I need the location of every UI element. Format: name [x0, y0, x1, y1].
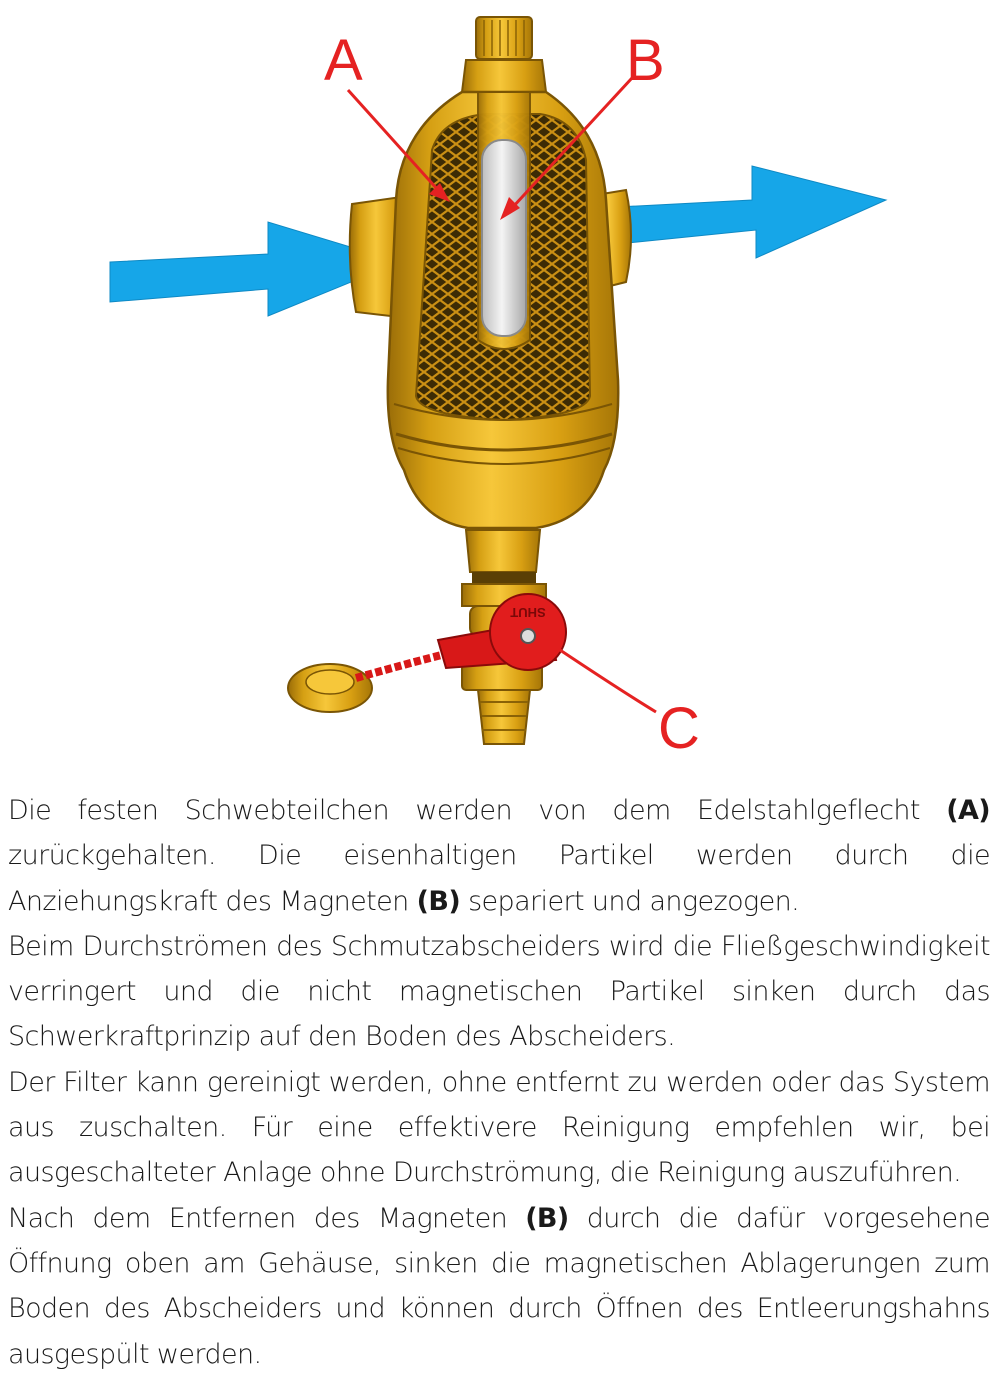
magnet	[482, 140, 526, 336]
valve-shut-text: SHUT	[510, 605, 546, 620]
paragraph-1: Die festen Schwebteilchen werden von dem Edelstahlgeflecht (A) zurückgehalten. Die eisenhaltigen Partikel werden durch die Anziehungskraft des Magneten (B) separiert und angezogen.	[8, 795, 990, 917]
paragraph-3: Der Filter kann gereinigt werden, ohne entfernt zu werden oder das System aus zuschalten. Für eine effektivere Reinigung empfehlen wir, bei ausgeschalteter Anlage ohne Durchströmung, die Reinigung auszuführen.	[8, 1066, 990, 1189]
ref-a: (A)	[946, 795, 990, 826]
callout-label-a: A	[324, 28, 363, 93]
drain-valve-handle	[438, 594, 566, 670]
outlet-flow-arrow	[598, 166, 886, 258]
callout-label-b: B	[626, 28, 665, 93]
ref-b-2: (B)	[525, 1202, 569, 1234]
paragraph-2: Beim Durchströmen des Schmutzabscheiders wird die Fließgeschwindigkeit verringert und die nicht magnetischen Partikel sinken durch das Schwerkraftprinzip auf den Boden des Abscheiders.	[8, 930, 990, 1053]
ref-b: (B)	[416, 885, 461, 917]
callout-label-c: C	[658, 696, 700, 761]
top-plug	[462, 17, 546, 92]
description-text	[8, 788, 990, 1377]
paragraph-4: Nach dem Entfernen des Magneten (B) durch die dafür vorgesehene Öffnung oben am Gehäuse, sinken die magnetischen Ablagerungen zum Boden des Abscheiders und können durch Öffnen des Entleerungshahns ausgespült werden.	[8, 1202, 991, 1370]
